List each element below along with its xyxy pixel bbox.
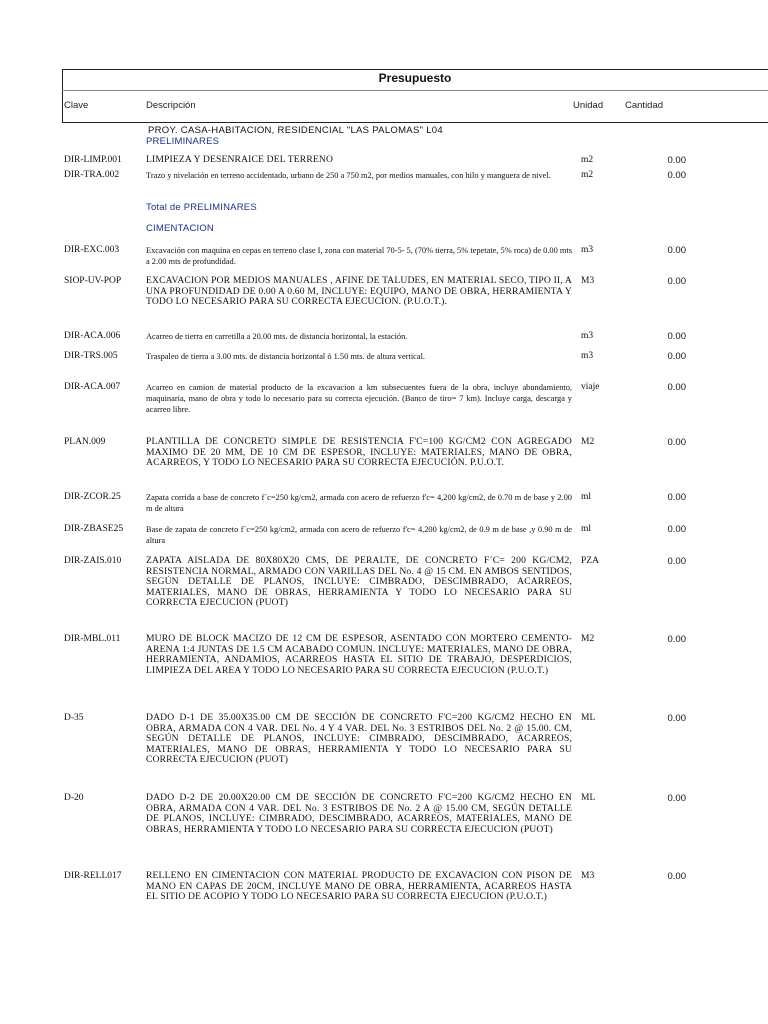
item-code: DIR-EXC.003 [64,245,120,255]
project-name: PROY. CASA-HABITACION, RESIDENCIAL "LAS PALOMAS" L04 [148,125,443,136]
item-code: D-20 [64,793,84,803]
item-description: Excavación con maquina en cepas en terreno clase I, zona con material 70-5- 5, (70% tierra, 5% tepetate, 5% roca) de 0.00 mts a 2.00 mts de profundidad. [146,246,572,266]
item-description: Base de zapata de concreto f´c=250 kg/cm2, armada con acero de refuerzo f'c= 4,200 kg/cm2, de 0.9 m de base ,y 0.90 m de altura [146,525,572,545]
item-code: SIOP-UV-POP [64,276,122,286]
item-code: DIR-ACA.007 [64,382,121,392]
item-unit: m3 [581,351,594,361]
item-unit: M3 [581,276,595,286]
item-code: DIR-LIMP.001 [64,155,122,165]
item-unit: m3 [581,245,594,255]
item-unit: ML [581,793,596,803]
item-unit: M2 [581,634,595,644]
item-unit: PZA [581,556,599,566]
section-total-preliminares: Total de PRELIMINARES [146,202,257,213]
item-unit: ml [581,492,592,502]
item-quantity: 0.00 [667,871,686,882]
column-header-unidad: Unidad [573,100,604,111]
item-unit: ML [581,713,596,723]
item-unit: m3 [581,331,594,341]
item-quantity: 0.00 [667,245,686,256]
item-code: PLAN.009 [64,437,106,447]
item-code: DIR-TRS.005 [64,351,118,361]
item-unit: m2 [581,170,594,180]
item-description: RELLENO EN CIMENTACION CON MATERIAL PRODUCTO DE EXCAVACION CON PISON DE MANO EN CAPAS DE 20CM, INCLUYE MANO DE OBRA, HERRAMIENTA, ACARREOS HASTA EL SITIO DE ACOPIO Y TODO LO NECESARIO PARA SU CORRECTA EJECUCION (P.U.O.T.) [146,870,572,903]
item-quantity: 0.00 [667,170,686,181]
item-description: PLANTILLA DE CONCRETO SIMPLE DE RESISTENCIA F'C=100 KG/CM2 CON AGREGADO MAXIMO DE 20 MM, DE 10 CM DE ESPESOR, INCLUYE: MATERIALES, MANO DE OBRA, ACARREOS, Y TODO LO NECESARIO PARA SU CORRECTA EJECUCIÓN. P.U.O.T. [146,436,572,469]
section-preliminares: PRELIMINARES [146,136,220,147]
item-unit: ml [581,524,592,534]
item-description: LIMPIEZA Y DESENRAICE DEL TERRENO [146,154,334,165]
item-description: EXCAVACION POR MEDIOS MANUALES , AFINE DE TALUDES, EN MATERIAL SECO, TIPO II, A UNA PROFUNDIDAD DE 0.00 A 0.60 M, INCLUYE: EQUIPO, MANO DE OBRA, HERRAMIENTA Y TODO LO NECESARIO PARA SU CORRECTA EJECUCION. (P.U.O.T.). [146,275,572,308]
item-quantity: 0.00 [667,382,686,393]
item-code: DIR-RELL017 [64,871,122,881]
item-code: D-35 [64,713,84,723]
item-quantity: 0.00 [667,793,686,804]
item-unit: M3 [581,871,595,881]
header-border-bottom [62,122,768,123]
item-quantity: 0.00 [667,331,686,342]
item-quantity: 0.00 [667,437,686,448]
page-title: Presupuesto [378,71,452,85]
item-quantity: 0.00 [667,634,686,645]
section-cimentacion: CIMENTACION [146,223,214,234]
item-description: DADO D-1 DE 35.00X35.00 CM DE SECCIÓN DE CONCRETO F'C=200 KG/CM2 HECHO EN OBRA, ARMADA CON 4 VAR. DEL No. 4 Y 4 VAR. DEL No. 3 ESTRIBOS DEL No. 2 @ 15.00. CM, SEGÚN DETALLE DE PLANOS, INCLUYE: CIMBRADO, DESCIMBRADO, ACARREOS, MATERIALES, MANO DE OBRAS, HERRAMIENTA Y TODO LO NECESARIO PARA SU CORRECTA EJECUCION (PUOT) [146,712,572,766]
item-code: DIR-ZAIS.010 [64,556,122,566]
item-description: Zapata corrida a base de concreto f´c=250 kg/cm2, armada con acero de refuerzo f'c= 4,200 kg/cm2, de 0.70 m de base y 2.00 m de altura [146,493,572,513]
item-code: DIR-TRA.002 [64,170,120,180]
item-unit: M2 [581,437,595,447]
item-quantity: 0.00 [667,556,686,567]
item-description: Traspaleo de tierra a 3.00 mts. de distancia horizontal ó 1.50 mts. de altura vertical. [146,352,426,361]
table-border-top [62,69,768,70]
column-header-cantidad: Cantidad [625,100,664,111]
item-unit: m2 [581,155,594,165]
item-code: DIR-ZCOR.25 [64,492,121,502]
item-description: Trazo y nivelación en terreno accidentado, urbano de 250 a 750 m2, por medios manuales, con hilo y manguera de nivel. [146,171,551,180]
item-description: MURO DE BLOCK MACIZO DE 12 CM DE ESPESOR, ASENTADO CON MORTERO CEMENTO-ARENA 1:4 JUNTAS DE 1.5 CM ACABADO COMUN. INCLUYE: MATERIALES, MANO DE OBRA, HERRAMIENTA, ANDAMIOS, ACARREOS HASTA EL SITIO DE TRABAJO, DESPERDICIOS, LIMPIEZA DEL AREA Y TODO LO NECESARIO PARA SU CORRECTA EJECUCION (P.U.O.T.) [146,633,572,676]
item-quantity: 0.00 [667,492,686,503]
item-unit: viaje [581,382,600,392]
column-header-descripcion: Descripción [146,100,196,111]
item-code: DIR-MBL.011 [64,634,121,644]
item-code: DIR-ZBASE25 [64,524,124,534]
column-header-clave: Clave [64,100,89,111]
item-quantity: 0.00 [667,155,686,166]
title-divider [62,90,768,91]
item-quantity: 0.00 [667,524,686,535]
item-quantity: 0.00 [667,713,686,724]
item-description: ZAPATA AISLADA DE 80X80X20 CMS, DE PERALTE, DE CONCRETO F´C= 200 KG/CM2, RESISTENCIA NORMAL, ARMADO CON VARILLAS DEL No. 4 @ 15 CM. EN AMBOS SENTIDOS, SEGÚN DETALLE DE PLANOS, INCLUYE: CIMBRADO, DESCIMBRADO, ACARREOS, MATERIALES, MANO DE OBRAS, HERRAMIENTA Y TODO LO NECESARIO PARA SU CORRECTA EJECUCION (PUOT) [146,555,572,609]
item-description: Acarreo en camion de material producto de la excavacion a km subsecuentes fuera de la obra, incluye abundamiento, maquinaria, mano de obra y todo lo necesario para su correcta ejecución. (Banco de tiro= 7 km). Incluye carga, descarga y acarreo libre. [146,383,572,414]
item-quantity: 0.00 [667,276,686,287]
item-quantity: 0.00 [667,351,686,362]
item-description: DADO D-2 DE 20.00X20.00 CM DE SECCIÓN DE CONCRETO F'C=200 KG/CM2 HECHO EN OBRA, ARMADA CON 4 VAR. DEL No. 3 ESTRIBOS DE No. 2 A @ 15.00 CM, SEGÚN DETALLE DE PLANOS, INCLUYE: CIMBRADO, DESCIMBRADO, ACARREOS, MATERIALES, MANO DE OBRAS, HERRAMIENTA Y TODO LO NECESARIO PARA SU CORRECTA EJECUCION (PUOT) [146,792,572,835]
item-code: DIR-ACA.006 [64,331,121,341]
item-description: Acarreo de tierra en carretilla a 20.00 mts. de distancia horizontal, la estación. [146,332,408,341]
